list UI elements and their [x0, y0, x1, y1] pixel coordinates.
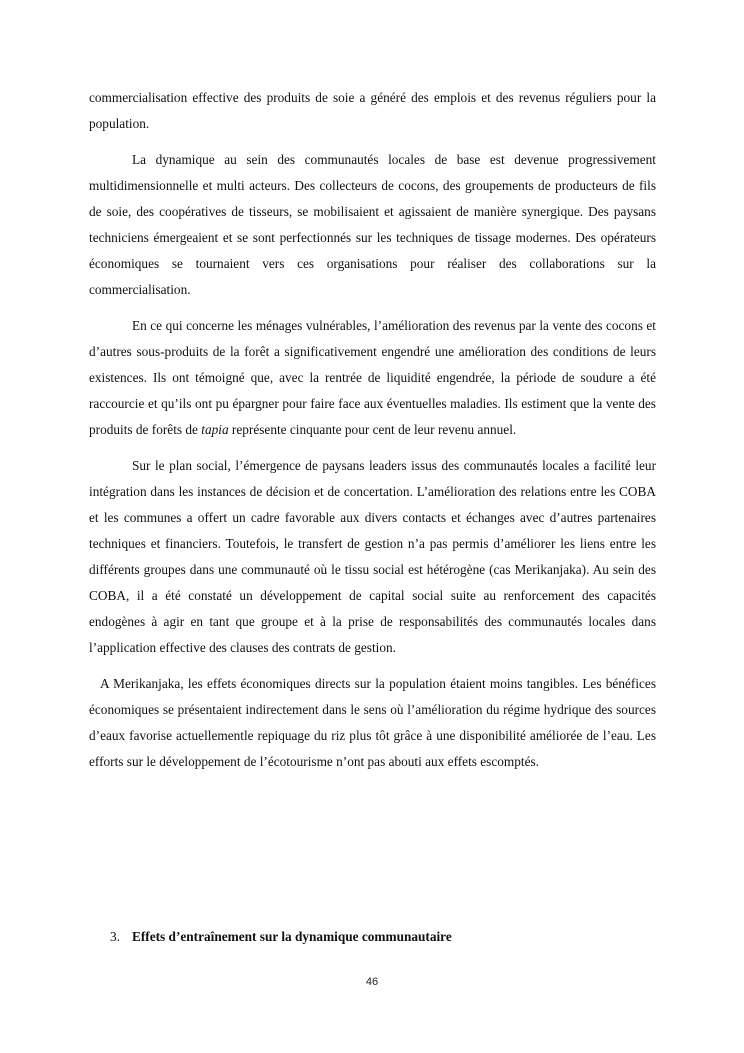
paragraph-commercialisation: commercialisation effective des produits de soie a généré des emplois et des revenus réguliers pour la population.	[89, 90, 656, 131]
section-number: 3.	[110, 929, 120, 944]
page-number: 46	[365, 976, 379, 988]
document-body	[89, 85, 656, 785]
section-heading	[110, 927, 452, 947]
paragraph-menages-text-a: En ce qui concerne les ménages vulnérables, l’amélioration des revenus par la vente des cocons et d’autres sous-produits de la forêt a significativement engendré une amélioration des conditions de leurs existences. Ils ont témoigné que, avec la rentrée de liquidité engendrée, la période de soudure a été raccourcie et qu’ils ont pu épargner pour faire face aux éventuelles maladies. Ils estiment que la vente des produits de forêts de	[89, 318, 656, 437]
paragraph-menages-vulnerables	[89, 313, 656, 443]
paragraph-dynamique-communautes: La dynamique au sein des communautés locales de base est devenue progressivement multidimensionnelle et multi acteurs. Des collecteurs de cocons, des groupements de producteurs de fils de soie, des coopératives de tisseurs, se mobilisaient et agissaient de manière synergique. Des paysans techniciens émergeaient et se sont perfectionnés sur les techniques de tissage modernes. Des opérateurs économiques se tournaient vers ces organisations pour réaliser des collaborations sur la commercialisation.	[89, 152, 656, 297]
section-title: Effets d’entraînement sur la dynamique communautaire	[132, 929, 452, 944]
paragraph-menages-text-b: représente cinquante pour cent de leur revenu annuel.	[228, 422, 517, 437]
paragraph-merikanjaka: A Merikanjaka, les effets économiques directs sur la population étaient moins tangibles. Les bénéfices économiques se présentaient indirectement dans le sens où l’amélioration du régime hydrique des sources d’eaux favorise actuellementle repiquage du riz plus tôt grâce à une disponibilité améliorée de l’eau. Les efforts sur le développement de l’écotourisme n’ont pas abouti aux effets escomptés.	[89, 676, 656, 769]
paragraph-plan-social: Sur le plan social, l’émergence de paysans leaders issus des communautés locales a facilité leur intégration dans les instances de décision et de concertation. L’amélioration des relations entre les COBA et les communes a offert un cadre favorable aux divers contacts et échanges avec d’autres partenaires techniques et financiers. Toutefois, le transfert de gestion n’a pas permis d’améliorer les liens entre les différents groupes dans une communauté où le tissu social est hétérogène (cas Merikanjaka). Au sein des COBA, il a été constaté un développement de capital social suite au renforcement des capacités endogènes à agir en tant que groupe et à la prise de responsabilités des communautés locales dans l’application effective des clauses des contrats de gestion.	[89, 458, 656, 655]
italic-term-tapia: tapia	[201, 422, 229, 437]
